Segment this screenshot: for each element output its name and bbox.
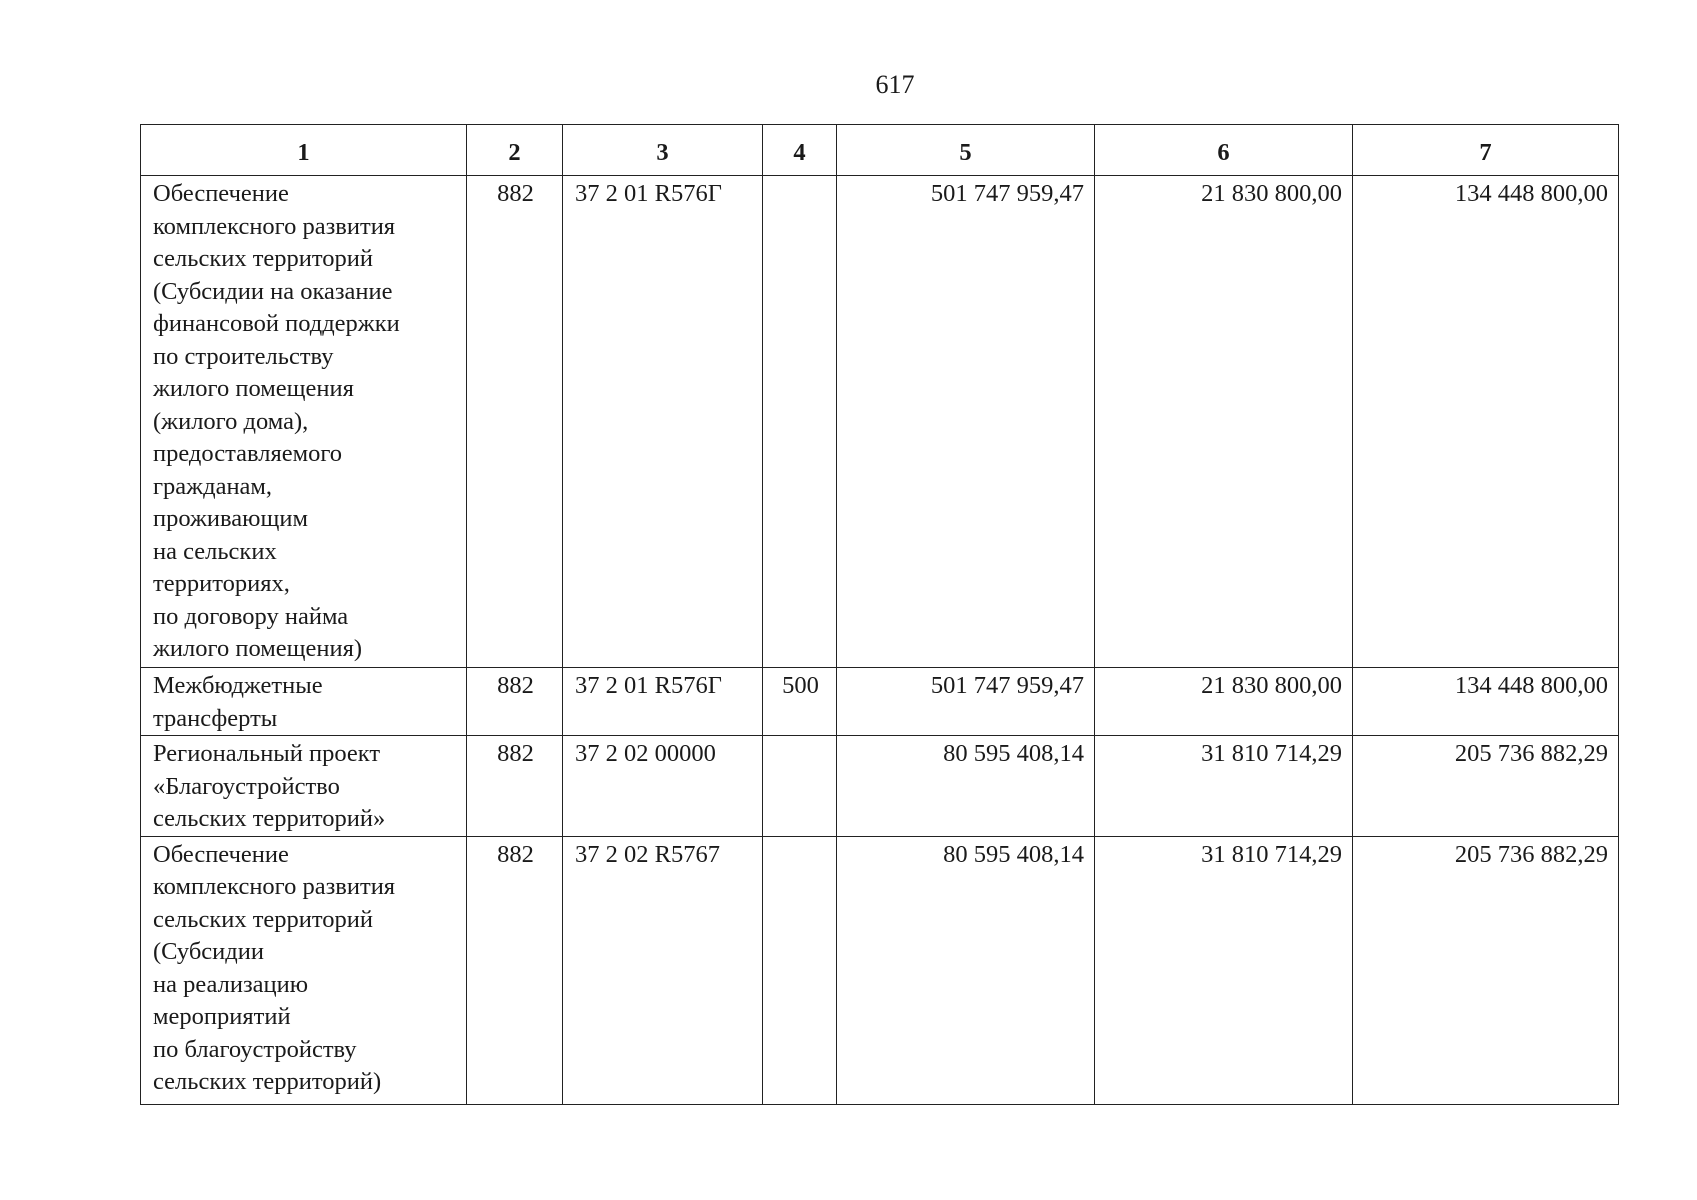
row-code-ministry: 882 xyxy=(467,176,563,668)
column-header: 6 xyxy=(1095,125,1353,176)
column-header: 2 xyxy=(467,125,563,176)
page-number: 617 xyxy=(875,70,915,99)
row-name: Обеспечение комплексного развития сельских территорий (Субсидии на оказание финансовой поддержки по строительству жилого помещения (жилого дома), предоставляемого гражданам, проживающим на сельских территориях, по договору найма жилого помещения) xyxy=(141,176,467,668)
row-amount-5: 501 747 959,47 xyxy=(837,176,1095,668)
column-header: 5 xyxy=(837,125,1095,176)
row-name: Региональный проект «Благоустройство сельских территорий» xyxy=(141,736,467,837)
row-amount-6: 21 830 800,00 xyxy=(1095,176,1353,668)
column-header: 1 xyxy=(141,125,467,176)
row-code-target: 37 2 01 R576Г xyxy=(563,176,763,668)
row-amount-7: 205 736 882,29 xyxy=(1353,736,1619,837)
table-row xyxy=(141,668,1619,736)
row-code-target: 37 2 02 00000 xyxy=(563,736,763,837)
row-amount-6: 31 810 714,29 xyxy=(1095,736,1353,837)
column-header: 3 xyxy=(563,125,763,176)
row-amount-5: 80 595 408,14 xyxy=(837,836,1095,1104)
row-amount-6: 21 830 800,00 xyxy=(1095,668,1353,736)
row-code-type: 500 xyxy=(763,668,837,736)
row-amount-5: 501 747 959,47 xyxy=(837,668,1095,736)
row-name: Обеспечение комплексного развития сельских территорий (Субсидии на реализацию мероприятий по благоустройству сельских территорий) xyxy=(141,836,467,1104)
row-code-ministry: 882 xyxy=(467,668,563,736)
row-code-type xyxy=(763,736,837,837)
table-row xyxy=(141,736,1619,837)
column-header: 4 xyxy=(763,125,837,176)
table-row xyxy=(141,836,1619,1104)
row-amount-5: 80 595 408,14 xyxy=(837,736,1095,837)
budget-table xyxy=(140,124,1619,1105)
row-code-type xyxy=(763,176,837,668)
row-amount-6: 31 810 714,29 xyxy=(1095,836,1353,1104)
row-code-type xyxy=(763,836,837,1104)
row-amount-7: 134 448 800,00 xyxy=(1353,668,1619,736)
row-name: Межбюджетные трансферты xyxy=(141,668,467,736)
row-code-ministry: 882 xyxy=(467,836,563,1104)
row-amount-7: 205 736 882,29 xyxy=(1353,836,1619,1104)
row-code-ministry: 882 xyxy=(467,736,563,837)
table-row xyxy=(141,176,1619,668)
column-header: 7 xyxy=(1353,125,1619,176)
table-header-row xyxy=(141,125,1619,176)
row-code-target: 37 2 02 R5767 xyxy=(563,836,763,1104)
row-amount-7: 134 448 800,00 xyxy=(1353,176,1619,668)
row-code-target: 37 2 01 R576Г xyxy=(563,668,763,736)
